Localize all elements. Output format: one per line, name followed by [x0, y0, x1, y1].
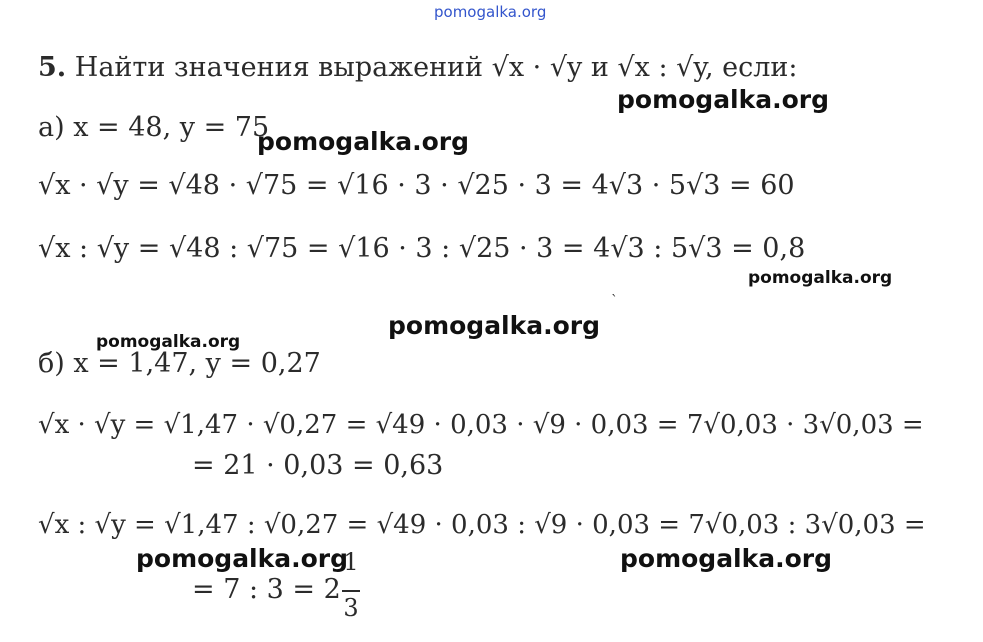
watermark-1: pomogalka.org	[617, 85, 830, 114]
watermark-7: pomogalka.org	[620, 544, 833, 573]
part-a-quotient-line: √x : √y = √48 : √75 = √16 · 3 : √25 · 3 = 4√3 : 5√3 = 0,8	[38, 233, 806, 264]
part-b-quotient-line: √x : √y = √1,47 : √0,27 = √49 · 0,03 : √9 · 0,03 = 7√0,03 : 3√0,03 =	[38, 510, 926, 540]
part-a-given: а) x = 48, y = 75	[38, 112, 270, 143]
watermark-2: pomogalka.org	[257, 127, 470, 156]
stray-mark: ˋ	[611, 293, 618, 309]
problem-text: Найти значения выражений √x · √y и √x : √y, если:	[66, 52, 798, 83]
problem-number: 5.	[38, 52, 67, 83]
watermark-4: pomogalka.org	[388, 311, 601, 340]
problem-statement	[38, 52, 798, 84]
watermark-6: pomogalka.org	[136, 544, 349, 573]
part-b-given: б) x = 1,47, y = 0,27	[38, 348, 321, 379]
part-b-quotient-continued: = 7 : 3 = 2	[192, 574, 341, 605]
fraction-denominator: 3	[343, 594, 359, 622]
part-a-product-line: √x · √y = √48 · √75 = √16 · 3 · √25 · 3 = 4√3 · 5√3 = 60	[38, 170, 795, 201]
watermark-top: pomogalka.org	[434, 3, 547, 21]
fraction-bar	[342, 590, 360, 592]
part-b-product-line: √x · √y = √1,47 · √0,27 = √49 · 0,03 · √9 · 0,03 = 7√0,03 · 3√0,03 =	[38, 410, 924, 440]
fraction-numerator: 1	[343, 548, 359, 576]
watermark-3: pomogalka.org	[748, 268, 893, 288]
watermark-5: pomogalka.org	[96, 332, 241, 352]
part-b-product-continued: = 21 · 0,03 = 0,63	[192, 450, 444, 481]
